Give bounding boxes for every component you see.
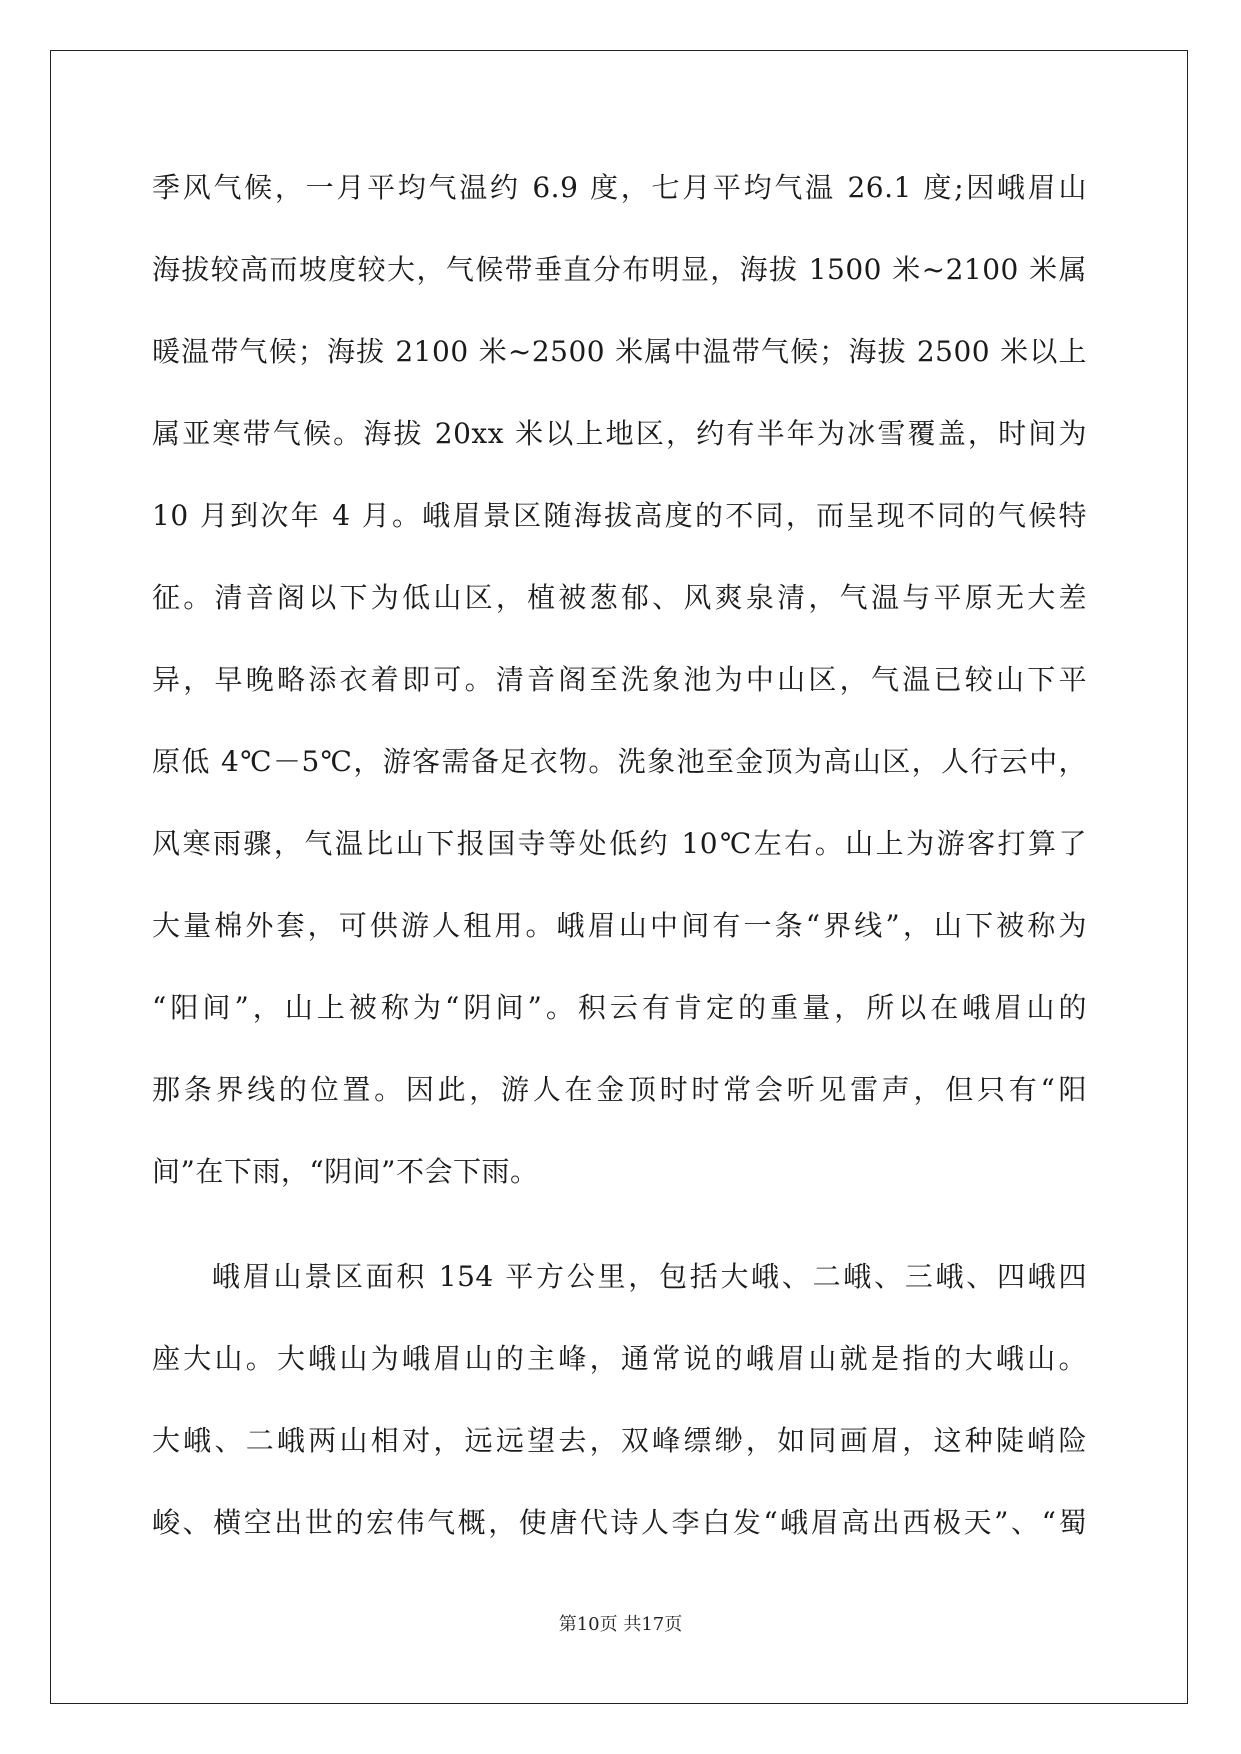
paragraph-2 [152, 1247, 1087, 1575]
text-line: 间”在下雨，“阴间”不会下雨。 [152, 1155, 539, 1188]
text-line: 风寒雨骤，气温比山下报国寺等处低约 10℃左右。山上为游客打算了 [152, 827, 1087, 860]
text-line: 座大山。大峨山为峨眉山的主峰，通常说的峨眉山就是指的大峨山。 [152, 1342, 1087, 1375]
text-line: 峻、横空出世的宏伟气概，使唐代诗人李白发“峨眉高出西极天”、“蜀 [152, 1506, 1087, 1539]
text-line: 征。清音阁以下为低山区，植被葱郁、风爽泉清，气温与平原无大差 [152, 581, 1087, 614]
text-line: 异，早晚略添衣着即可。清音阁至洗象池为中山区，气温已较山下平 [152, 663, 1087, 696]
text-line: 原低 4℃－5℃，游客需备足衣物。洗象池至金顶为高山区，人行云中， [152, 745, 1087, 778]
text-line: 暖温带气候；海拔 2100 米~2500 米属中温带气候；海拔 2500 米以上 [152, 335, 1087, 368]
text-line: 那条界线的位置。因此，游人在金顶时时常会听见雷声，但只有“阳 [152, 1073, 1087, 1106]
document-body [152, 158, 1087, 1575]
text-line: 海拔较高而坡度较大，气候带垂直分布明显，海拔 1500 米~2100 米属 [152, 253, 1087, 286]
text-line: “阳间”，山上被称为“阴间”。积云有肯定的重量，所以在峨眉山的 [152, 991, 1087, 1024]
page-number-footer: 第10页 共17页 [558, 1614, 683, 1635]
text-line: 大峨、二峨两山相对，远远望去，双峰缥缈，如同画眉，这种陡峭险 [152, 1424, 1087, 1457]
text-line: 10 月到次年 4 月。峨眉景区随海拔高度的不同，而呈现不同的气候特 [152, 499, 1087, 532]
text-line: 属亚寒带气候。海拔 20xx 米以上地区，约有半年为冰雪覆盖，时间为 [152, 417, 1087, 450]
text-line: 峨眉山景区面积 154 平方公里，包括大峨、二峨、三峨、四峨四 [212, 1260, 1087, 1293]
paragraph-spacer [152, 1224, 1087, 1247]
paragraph-1 [152, 158, 1087, 1224]
text-line: 季风气候，一月平均气温约 6.9 度，七月平均气温 26.1 度;因峨眉山 [152, 171, 1087, 204]
text-line: 大量棉外套，可供游人租用。峨眉山中间有一条“界线”，山下被称为 [152, 909, 1087, 942]
